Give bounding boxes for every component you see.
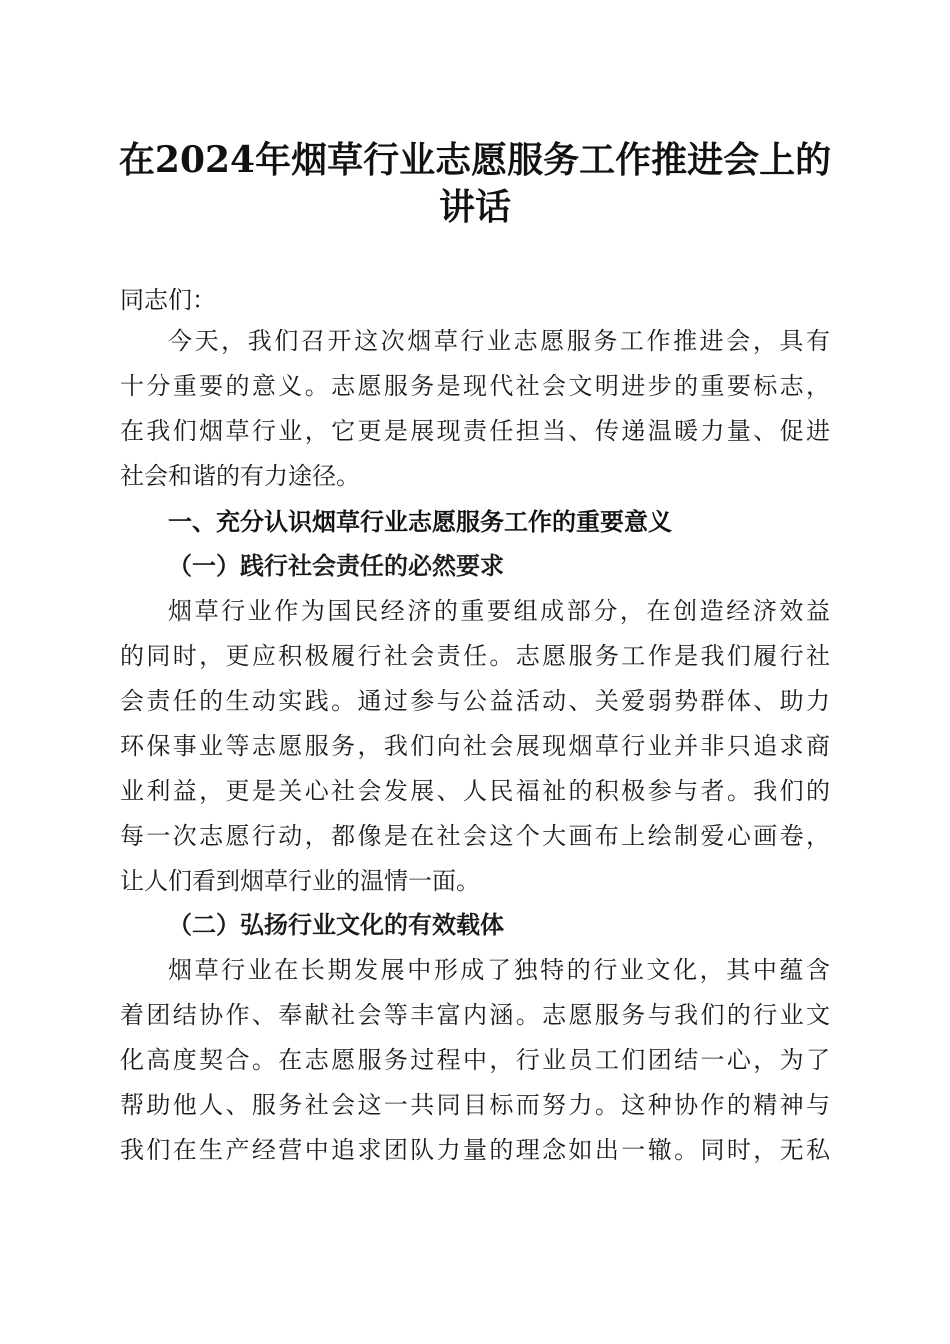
- document-title-line-2: 讲话: [438, 186, 511, 228]
- sub2-line-2: 着团结协作、奉献社会等丰富内涵。志愿服务与我们的行业文: [120, 1001, 830, 1029]
- sub2-line-4: 帮助他人、服务社会这一共同目标而努力。这种协作的精神与: [120, 1091, 830, 1119]
- subsection-2-heading: （二）弘扬行业文化的有效载体: [168, 911, 504, 939]
- sub1-line-3: 会责任的生动实践。通过参与公益活动、关爱弱势群体、助力: [120, 687, 830, 715]
- sub2-line-3: 化高度契合。在志愿服务过程中，行业员工们团结一心，为了: [120, 1046, 830, 1074]
- subsection-1-heading: （一）践行社会责任的必然要求: [168, 552, 504, 580]
- salutation: 同志们：: [120, 286, 216, 314]
- intro-line-2: 十分重要的意义。志愿服务是现代社会文明进步的重要标志，: [120, 372, 830, 400]
- sub1-line-7: 让人们看到烟草行业的温情一面。: [120, 867, 480, 895]
- sub1-line-6: 每一次志愿行动，都像是在社会这个大画布上绘制爱心画卷，: [120, 822, 830, 850]
- sub2-line-5: 我们在生产经营中追求团队力量的理念如出一辙。同时，无私: [120, 1136, 830, 1164]
- sub2-line-1: 烟草行业在长期发展中形成了独特的行业文化，其中蕴含: [168, 956, 830, 984]
- intro-line-1: 今天，我们召开这次烟草行业志愿服务工作推进会，具有: [168, 327, 830, 355]
- sub1-line-4: 环保事业等志愿服务，我们向社会展现烟草行业并非只追求商: [120, 732, 830, 760]
- sub1-line-5: 业利益，更是关心社会发展、人民福祉的积极参与者。我们的: [120, 777, 830, 805]
- intro-line-4: 社会和谐的有力途径。: [120, 462, 360, 490]
- sub1-line-1: 烟草行业作为国民经济的重要组成部分，在创造经济效益: [168, 597, 830, 625]
- section-1-heading: 一、充分认识烟草行业志愿服务工作的重要意义: [168, 508, 672, 536]
- document-title-line-1: 在2024年烟草行业志愿服务工作推进会上的: [118, 139, 832, 181]
- intro-line-3: 在我们烟草行业，它更是展现责任担当、传递温暖力量、促进: [120, 417, 830, 445]
- sub1-line-2: 的同时，更应积极履行社会责任。志愿服务工作是我们履行社: [120, 642, 830, 670]
